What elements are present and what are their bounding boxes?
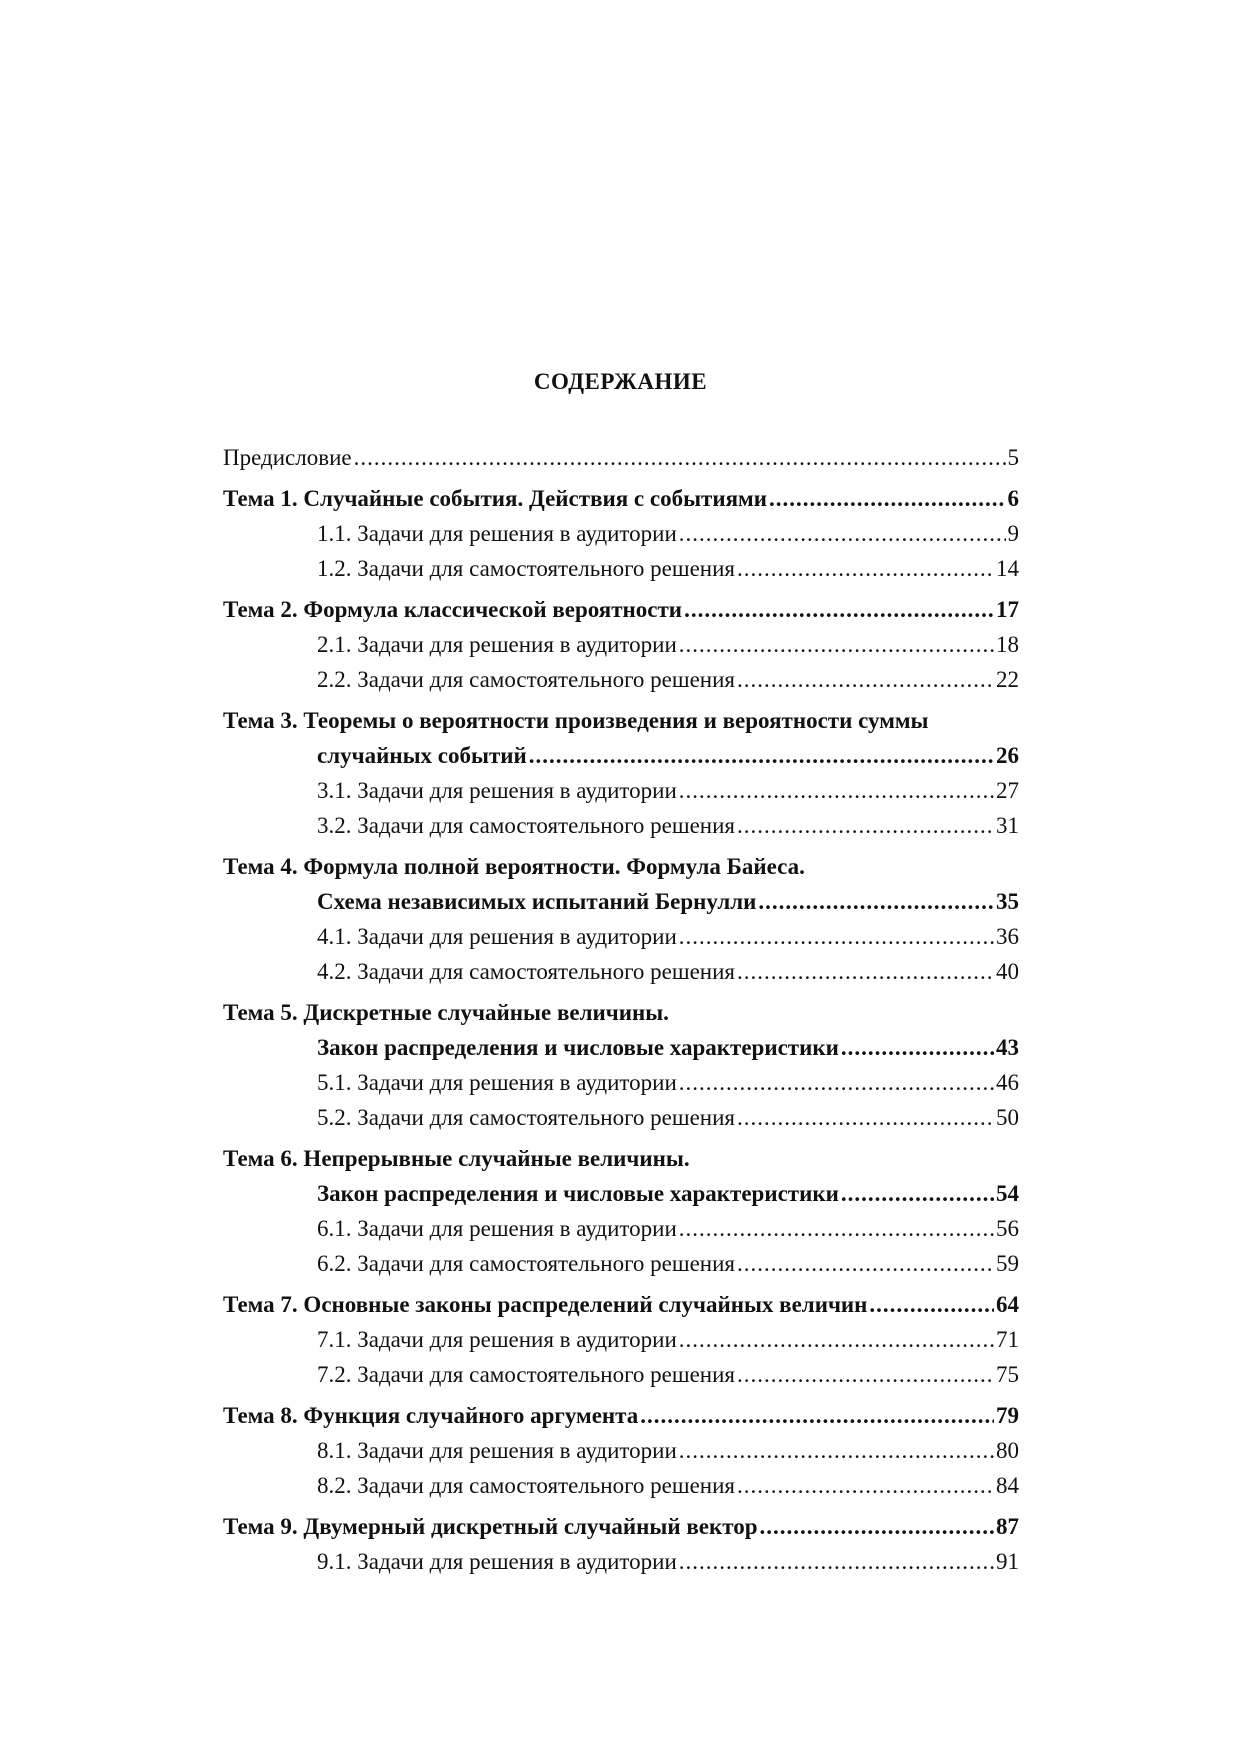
toc-entry-topic[interactable]: [223, 592, 1019, 627]
toc-page-number: 5: [1007, 445, 1019, 470]
toc-entry-label: 5.1. Задачи для решения в аудитории: [317, 1070, 677, 1095]
toc-entry-label: 1.2. Задачи для самостоятельного решения: [317, 556, 735, 581]
dot-leader: [841, 1176, 994, 1211]
toc-entry-subsection[interactable]: [223, 1433, 1019, 1468]
toc-page-number: 14: [996, 556, 1019, 581]
toc-page-number: 50: [996, 1105, 1019, 1130]
toc-entry-label: Закон распределения и числовые характеристики: [317, 1035, 839, 1060]
dot-leader: [679, 1433, 994, 1468]
dot-leader: [758, 884, 994, 919]
toc-page-number: 40: [996, 959, 1019, 984]
toc-entry-label: 5.2. Задачи для самостоятельного решения: [317, 1105, 735, 1130]
toc-page-number: 64: [996, 1292, 1019, 1317]
toc-entry-topic[interactable]: [223, 1398, 1019, 1433]
toc-page-number: 84: [996, 1473, 1019, 1498]
toc-entry-label: 4.1. Задачи для решения в аудитории: [317, 924, 677, 949]
toc-topic-group: [223, 995, 1019, 1135]
dot-leader: [760, 1509, 994, 1544]
toc-topic-heading-line: Тема 5. Дискретные случайные величины.: [223, 1000, 669, 1025]
toc-entry-label: Тема 9. Двумерный дискретный случайный вектор: [223, 1514, 758, 1539]
toc-entry-label: Тема 7. Основные законы распределений случайных величин: [223, 1292, 868, 1317]
toc-entry-label: 6.1. Задачи для решения в аудитории: [317, 1216, 677, 1241]
toc-topic-heading-line: Тема 4. Формула полной вероятности. Формула Байеса.: [223, 854, 805, 879]
toc-topic-group: [223, 1287, 1019, 1392]
toc-topic-heading-line: Тема 6. Непрерывные случайные величины.: [223, 1146, 690, 1171]
toc-page-number: 54: [996, 1181, 1019, 1206]
toc-entry-subsection[interactable]: [223, 627, 1019, 662]
toc-entry-subsection[interactable]: [223, 808, 1019, 843]
toc-topic-group: [223, 1398, 1019, 1503]
toc-page-number: 75: [996, 1362, 1019, 1387]
dot-leader: [679, 627, 994, 662]
toc-entry-subsection[interactable]: [223, 1246, 1019, 1281]
toc-entry-label: 7.2. Задачи для самостоятельного решения: [317, 1362, 735, 1387]
toc-page-number: 6: [1007, 486, 1019, 511]
toc-entry-label: 1.1. Задачи для решения в аудитории: [317, 521, 677, 546]
toc-entry-label: 7.1. Задачи для решения в аудитории: [317, 1327, 677, 1352]
toc-entry-subsection[interactable]: [223, 954, 1019, 989]
toc-page-number: 17: [996, 597, 1019, 622]
dot-leader: [679, 1544, 994, 1579]
dot-leader: [679, 516, 1006, 551]
dot-leader: [737, 1100, 994, 1135]
toc-entry-label: 3.1. Задачи для решения в аудитории: [317, 778, 677, 803]
table-of-contents: [223, 440, 1019, 1579]
toc-entry-label: Предисловие: [223, 445, 352, 470]
toc-entry-label: Закон распределения и числовые характеристики: [317, 1181, 839, 1206]
dot-leader: [679, 1065, 994, 1100]
dot-leader: [737, 808, 994, 843]
toc-entry-label: 4.2. Задачи для самостоятельного решения: [317, 959, 735, 984]
toc-entry-topic[interactable]: [223, 1176, 1019, 1211]
toc-entry-subsection[interactable]: [223, 1468, 1019, 1503]
toc-entry-topic[interactable]: [223, 1509, 1019, 1544]
toc-entry-label: Тема 8. Функция случайного аргумента: [223, 1403, 639, 1428]
dot-leader: [684, 592, 994, 627]
toc-page-number: 9: [1007, 521, 1019, 546]
toc-page-number: 36: [996, 924, 1019, 949]
toc-page-number: 18: [996, 632, 1019, 657]
dot-leader: [354, 440, 1006, 475]
toc-entry-preface[interactable]: [223, 440, 1019, 475]
dot-leader: [841, 1030, 994, 1065]
dot-leader: [529, 738, 994, 773]
toc-entry-label: 8.2. Задачи для самостоятельного решения: [317, 1473, 735, 1498]
toc-page-number: 43: [996, 1035, 1019, 1060]
toc-entry-subsection[interactable]: [223, 1357, 1019, 1392]
toc-entry-label: Тема 2. Формула классической вероятности: [223, 597, 683, 622]
toc-entry-subsection[interactable]: [223, 551, 1019, 586]
toc-entry-topic[interactable]: [223, 884, 1019, 919]
toc-topic-group: [223, 481, 1019, 586]
toc-page-number: 91: [996, 1549, 1019, 1574]
toc-page-number: 35: [996, 889, 1019, 914]
toc-entry-label: Схема независимых испытаний Бернулли: [317, 889, 757, 914]
toc-page-number: 46: [996, 1070, 1019, 1095]
dot-leader: [679, 919, 994, 954]
toc-page-number: 26: [996, 743, 1019, 768]
dot-leader: [769, 481, 1006, 516]
toc-entry-topic[interactable]: [223, 1030, 1019, 1065]
toc-topic-group: [223, 1509, 1019, 1579]
toc-entry-topic[interactable]: [223, 738, 1019, 773]
toc-entry-subsection[interactable]: [223, 1322, 1019, 1357]
dot-leader: [737, 1468, 994, 1503]
toc-page-number: 27: [996, 778, 1019, 803]
toc-entry-subsection[interactable]: [223, 919, 1019, 954]
toc-entry-label: 2.2. Задачи для самостоятельного решения: [317, 667, 735, 692]
dot-leader: [679, 1322, 994, 1357]
toc-page-number: 31: [996, 813, 1019, 838]
toc-topic-group: [223, 849, 1019, 989]
toc-entry-subsection[interactable]: [223, 773, 1019, 808]
toc-entry-subsection[interactable]: [223, 1544, 1019, 1579]
dot-leader: [640, 1398, 994, 1433]
toc-page-number: 59: [996, 1251, 1019, 1276]
toc-entry-topic[interactable]: [223, 481, 1019, 516]
toc-entry-label: случайных событий: [317, 743, 527, 768]
toc-page-number: 79: [996, 1403, 1019, 1428]
toc-entry-label: 3.2. Задачи для самостоятельного решения: [317, 813, 735, 838]
dot-leader: [737, 551, 994, 586]
page-title: СОДЕРЖАНИЕ: [533, 369, 708, 394]
dot-leader: [679, 1211, 994, 1246]
toc-entry-subsection[interactable]: [223, 662, 1019, 697]
toc-entry-label: 2.1. Задачи для решения в аудитории: [317, 632, 677, 657]
toc-page-number: 71: [996, 1327, 1019, 1352]
toc-topic-heading-line: Тема 3. Теоремы о вероятности произведения и вероятности суммы: [223, 708, 929, 733]
toc-entry-label: Тема 1. Случайные события. Действия с событиями: [223, 486, 767, 511]
toc-page-number: 22: [996, 667, 1019, 692]
dot-leader: [679, 773, 994, 808]
dot-leader: [737, 662, 994, 697]
toc-page-number: 80: [996, 1438, 1019, 1463]
toc-page-number: 87: [996, 1514, 1019, 1539]
toc-entry-topic[interactable]: [223, 1287, 1019, 1322]
toc-entry-label: 8.1. Задачи для решения в аудитории: [317, 1438, 677, 1463]
dot-leader: [869, 1287, 994, 1322]
toc-page-number: 56: [996, 1216, 1019, 1241]
toc-entry-subsection[interactable]: [223, 516, 1019, 551]
toc-topic-group: [223, 1141, 1019, 1281]
toc-entry-label: 6.2. Задачи для самостоятельного решения: [317, 1251, 735, 1276]
toc-topic-group: [223, 592, 1019, 697]
toc-entry-label: 9.1. Задачи для решения в аудитории: [317, 1549, 677, 1574]
toc-topic-group: [223, 703, 1019, 843]
dot-leader: [737, 1246, 994, 1281]
toc-entry-subsection[interactable]: [223, 1065, 1019, 1100]
toc-entry-subsection[interactable]: [223, 1100, 1019, 1135]
dot-leader: [737, 954, 994, 989]
dot-leader: [737, 1357, 994, 1392]
toc-entry-subsection[interactable]: [223, 1211, 1019, 1246]
